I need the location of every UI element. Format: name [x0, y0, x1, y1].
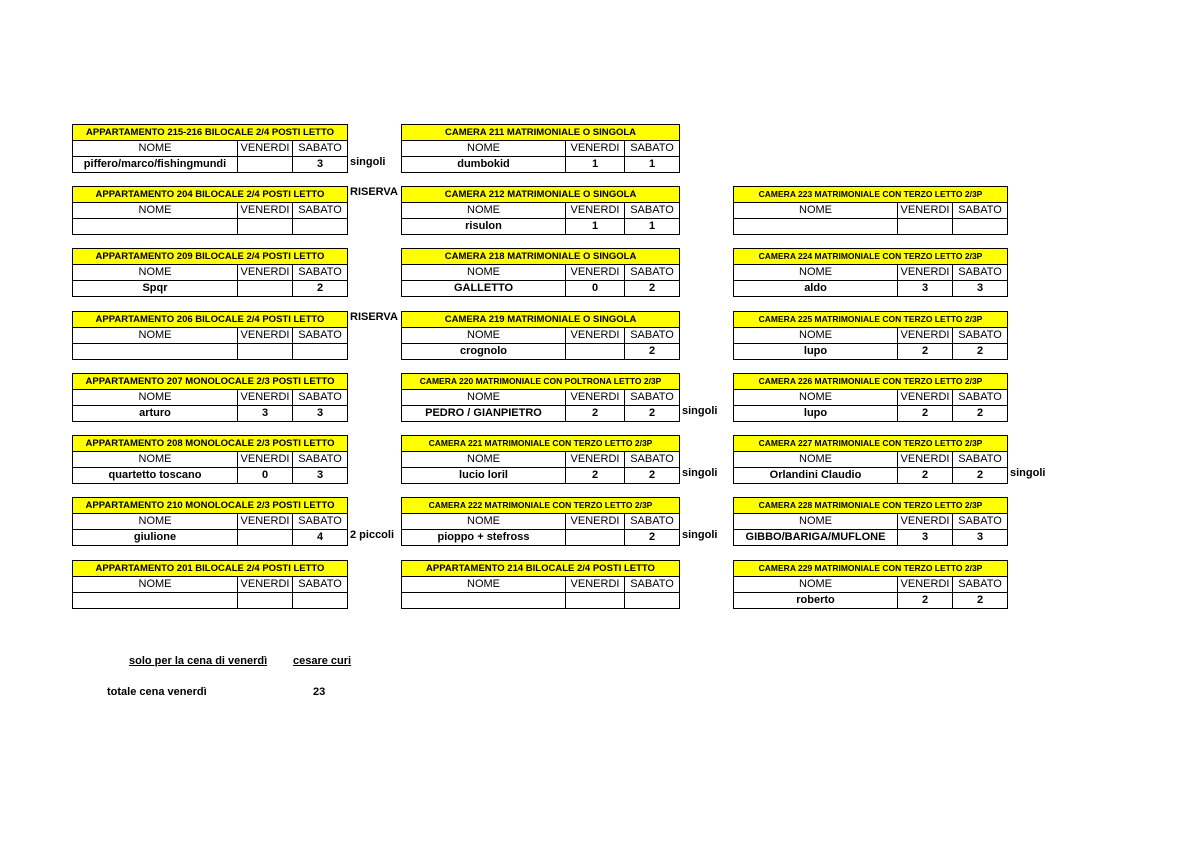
- friday-dinner-total-label: totale cena venerdì: [107, 686, 207, 698]
- friday-dinner-total-value: 23: [313, 686, 326, 698]
- saturday-count: 3: [953, 530, 1008, 546]
- header-name: NOME: [73, 390, 238, 406]
- friday-count: [238, 344, 293, 360]
- room-block: [72, 560, 348, 609]
- header-saturday: SABATO: [293, 265, 348, 281]
- room-block: [72, 497, 348, 546]
- header-saturday: SABATO: [625, 514, 680, 530]
- guest-name: quartetto toscano: [73, 468, 238, 484]
- header-saturday: SABATO: [293, 203, 348, 219]
- room-table: [733, 560, 1008, 609]
- header-name: NOME: [73, 452, 238, 468]
- header-saturday: SABATO: [625, 452, 680, 468]
- saturday-count: [293, 219, 348, 235]
- room-title: CAMERA 221 MATRIMONIALE CON TERZO LETTO 2/3P: [402, 436, 680, 452]
- header-friday: VENERDI: [566, 141, 625, 157]
- header-saturday: SABATO: [953, 514, 1008, 530]
- saturday-count: 3: [293, 157, 348, 173]
- room-table: [733, 497, 1008, 546]
- room-table: [72, 435, 348, 484]
- header-friday: VENERDI: [238, 514, 293, 530]
- room-table: [733, 248, 1008, 297]
- header-saturday: SABATO: [293, 390, 348, 406]
- header-friday: VENERDI: [566, 514, 625, 530]
- room-table: [401, 124, 680, 173]
- header-name: NOME: [734, 577, 898, 593]
- room-table: [401, 311, 680, 360]
- header-saturday: SABATO: [953, 265, 1008, 281]
- room-note: singoli: [682, 405, 718, 417]
- header-saturday: SABATO: [293, 328, 348, 344]
- saturday-count: [953, 219, 1008, 235]
- guest-name: [73, 344, 238, 360]
- room-note: singoli: [682, 467, 718, 479]
- guest-name: Spqr: [73, 281, 238, 297]
- header-name: NOME: [402, 452, 566, 468]
- header-name: NOME: [734, 328, 898, 344]
- header-friday: VENERDI: [566, 328, 625, 344]
- saturday-count: 3: [293, 468, 348, 484]
- header-friday: VENERDI: [566, 203, 625, 219]
- header-name: NOME: [73, 328, 238, 344]
- room-table: [733, 373, 1008, 422]
- header-saturday: SABATO: [953, 577, 1008, 593]
- room-block: [401, 248, 680, 297]
- room-title: APPARTAMENTO 214 BILOCALE 2/4 POSTI LETTO: [402, 561, 680, 577]
- room-block: [733, 435, 1008, 484]
- saturday-count: 2: [625, 344, 680, 360]
- room-title: APPARTAMENTO 206 BILOCALE 2/4 POSTI LETTO: [73, 312, 348, 328]
- room-table: [72, 373, 348, 422]
- saturday-count: 2: [625, 406, 680, 422]
- room-title: CAMERA 226 MATRIMONIALE CON TERZO LETTO 2/3P: [734, 374, 1008, 390]
- room-block: [733, 373, 1008, 422]
- room-table: [401, 248, 680, 297]
- header-friday: VENERDI: [238, 203, 293, 219]
- header-saturday: SABATO: [953, 328, 1008, 344]
- header-saturday: SABATO: [625, 141, 680, 157]
- room-title: CAMERA 225 MATRIMONIALE CON TERZO LETTO 2/3P: [734, 312, 1008, 328]
- guest-name: arturo: [73, 406, 238, 422]
- guest-name: [734, 219, 898, 235]
- room-title: CAMERA 229 MATRIMONIALE CON TERZO LETTO 2/3P: [734, 561, 1008, 577]
- header-name: NOME: [402, 577, 566, 593]
- room-title: CAMERA 219 MATRIMONIALE O SINGOLA: [402, 312, 680, 328]
- friday-count: 2: [898, 406, 953, 422]
- header-saturday: SABATO: [625, 390, 680, 406]
- room-table: [72, 560, 348, 609]
- saturday-count: [293, 593, 348, 609]
- room-table: [401, 186, 680, 235]
- friday-count: [566, 530, 625, 546]
- header-friday: VENERDI: [898, 328, 953, 344]
- header-saturday: SABATO: [625, 328, 680, 344]
- room-title: APPARTAMENTO 209 BILOCALE 2/4 POSTI LETTO: [73, 249, 348, 265]
- friday-count: 0: [238, 468, 293, 484]
- header-name: NOME: [73, 265, 238, 281]
- friday-count: [238, 157, 293, 173]
- room-table: [72, 186, 348, 235]
- guest-name: [402, 593, 566, 609]
- room-block: [733, 311, 1008, 360]
- room-block: [401, 497, 680, 546]
- room-block: [72, 248, 348, 297]
- header-friday: VENERDI: [566, 265, 625, 281]
- room-block: [401, 560, 680, 609]
- room-title: APPARTAMENTO 215-216 BILOCALE 2/4 POSTI LETTO: [73, 125, 348, 141]
- saturday-count: 1: [625, 157, 680, 173]
- header-friday: VENERDI: [898, 265, 953, 281]
- room-title: CAMERA 212 MATRIMONIALE O SINGOLA: [402, 187, 680, 203]
- room-title: APPARTAMENTO 204 BILOCALE 2/4 POSTI LETTO: [73, 187, 348, 203]
- saturday-count: [625, 593, 680, 609]
- header-saturday: SABATO: [953, 390, 1008, 406]
- friday-count: 3: [898, 281, 953, 297]
- room-table: [72, 124, 348, 173]
- friday-count: 2: [898, 344, 953, 360]
- room-note: singoli: [1010, 467, 1046, 479]
- header-saturday: SABATO: [293, 514, 348, 530]
- header-friday: VENERDI: [566, 452, 625, 468]
- room-table: [733, 435, 1008, 484]
- guest-name: dumbokid: [402, 157, 566, 173]
- room-block: [401, 186, 680, 235]
- room-table: [72, 248, 348, 297]
- room-block: [733, 497, 1008, 546]
- room-table: [72, 311, 348, 360]
- saturday-count: 2: [953, 593, 1008, 609]
- header-friday: VENERDI: [898, 452, 953, 468]
- room-block: [72, 435, 348, 484]
- room-table: [401, 435, 680, 484]
- friday-count: [238, 219, 293, 235]
- guest-name: PEDRO / GIANPIETRO: [402, 406, 566, 422]
- header-friday: VENERDI: [566, 577, 625, 593]
- room-title: APPARTAMENTO 201 BILOCALE 2/4 POSTI LETTO: [73, 561, 348, 577]
- header-name: NOME: [734, 390, 898, 406]
- room-title: CAMERA 222 MATRIMONIALE CON TERZO LETTO 2/3P: [402, 498, 680, 514]
- room-table: [72, 497, 348, 546]
- guest-name: lucio loril: [402, 468, 566, 484]
- header-friday: VENERDI: [898, 514, 953, 530]
- room-title: APPARTAMENTO 208 MONOLOCALE 2/3 POSTI LETTO: [73, 436, 348, 452]
- friday-count: 2: [898, 593, 953, 609]
- saturday-count: [293, 344, 348, 360]
- friday-count: 2: [566, 406, 625, 422]
- room-block: [401, 124, 680, 173]
- header-name: NOME: [402, 390, 566, 406]
- header-friday: VENERDI: [238, 141, 293, 157]
- header-friday: VENERDI: [898, 203, 953, 219]
- room-table: [401, 373, 680, 422]
- header-name: NOME: [73, 203, 238, 219]
- friday-count: 3: [898, 530, 953, 546]
- friday-count: [566, 344, 625, 360]
- guest-name: GALLETTO: [402, 281, 566, 297]
- saturday-count: 2: [293, 281, 348, 297]
- room-table: [733, 311, 1008, 360]
- header-name: NOME: [73, 141, 238, 157]
- guest-name: [73, 219, 238, 235]
- guest-name: piffero/marco/fishingmundi: [73, 157, 238, 173]
- header-name: NOME: [402, 514, 566, 530]
- saturday-count: 2: [625, 530, 680, 546]
- room-block: [72, 186, 348, 235]
- header-saturday: SABATO: [293, 577, 348, 593]
- header-saturday: SABATO: [293, 452, 348, 468]
- header-saturday: SABATO: [625, 577, 680, 593]
- guest-name: lupo: [734, 344, 898, 360]
- room-block: [733, 186, 1008, 235]
- friday-count: 3: [238, 406, 293, 422]
- friday-count: 1: [566, 219, 625, 235]
- room-title: APPARTAMENTO 210 MONOLOCALE 2/3 POSTI LETTO: [73, 498, 348, 514]
- guest-name: giulione: [73, 530, 238, 546]
- room-block: [401, 373, 680, 422]
- saturday-count: 2: [953, 468, 1008, 484]
- room-block: [733, 248, 1008, 297]
- saturday-count: 2: [625, 281, 680, 297]
- saturday-count: 2: [953, 344, 1008, 360]
- header-name: NOME: [734, 265, 898, 281]
- room-title: CAMERA 227 MATRIMONIALE CON TERZO LETTO 2/3P: [734, 436, 1008, 452]
- header-name: NOME: [734, 514, 898, 530]
- room-title: CAMERA 220 MATRIMONIALE CON POLTRONA LETTO 2/3P: [402, 374, 680, 390]
- friday-count: 2: [898, 468, 953, 484]
- header-name: NOME: [734, 203, 898, 219]
- friday-dinner-guest: cesare curi: [293, 655, 352, 667]
- room-title: APPARTAMENTO 207 MONOLOCALE 2/3 POSTI LETTO: [73, 374, 348, 390]
- header-friday: VENERDI: [238, 328, 293, 344]
- room-table: [733, 186, 1008, 235]
- saturday-count: 2: [953, 406, 1008, 422]
- header-saturday: SABATO: [953, 203, 1008, 219]
- room-title: CAMERA 218 MATRIMONIALE O SINGOLA: [402, 249, 680, 265]
- saturday-count: 4: [293, 530, 348, 546]
- header-name: NOME: [402, 265, 566, 281]
- guest-name: roberto: [734, 593, 898, 609]
- header-name: NOME: [402, 141, 566, 157]
- room-note: singoli: [682, 529, 718, 541]
- room-block: [733, 560, 1008, 609]
- saturday-count: 3: [293, 406, 348, 422]
- header-friday: VENERDI: [238, 265, 293, 281]
- guest-name: pioppo + stefross: [402, 530, 566, 546]
- header-friday: VENERDI: [238, 452, 293, 468]
- header-friday: VENERDI: [898, 390, 953, 406]
- friday-count: [238, 281, 293, 297]
- friday-dinner-label: solo per la cena di venerdì: [129, 655, 268, 667]
- saturday-count: 2: [625, 468, 680, 484]
- room-title: CAMERA 211 MATRIMONIALE O SINGOLA: [402, 125, 680, 141]
- room-note: 2 piccoli: [350, 529, 395, 541]
- guest-name: [73, 593, 238, 609]
- header-friday: VENERDI: [898, 577, 953, 593]
- saturday-count: 3: [953, 281, 1008, 297]
- guest-name: lupo: [734, 406, 898, 422]
- room-note: RISERVA: [350, 311, 398, 323]
- room-note: RISERVA: [350, 186, 398, 198]
- guest-name: aldo: [734, 281, 898, 297]
- room-title: CAMERA 228 MATRIMONIALE CON TERZO LETTO 2/3P: [734, 498, 1008, 514]
- friday-count: [898, 219, 953, 235]
- header-saturday: SABATO: [625, 265, 680, 281]
- header-name: NOME: [734, 452, 898, 468]
- header-saturday: SABATO: [953, 452, 1008, 468]
- room-title: CAMERA 223 MATRIMONIALE CON TERZO LETTO 2/3P: [734, 187, 1008, 203]
- friday-count: [238, 530, 293, 546]
- room-block: [401, 311, 680, 360]
- header-friday: VENERDI: [566, 390, 625, 406]
- header-name: NOME: [402, 328, 566, 344]
- friday-count: 0: [566, 281, 625, 297]
- room-block: [401, 435, 680, 484]
- friday-count: 2: [566, 468, 625, 484]
- header-saturday: SABATO: [293, 141, 348, 157]
- header-name: NOME: [402, 203, 566, 219]
- room-note: singoli: [350, 156, 386, 168]
- guest-name: risulon: [402, 219, 566, 235]
- friday-count: 1: [566, 157, 625, 173]
- guest-name: Orlandini Claudio: [734, 468, 898, 484]
- saturday-count: 1: [625, 219, 680, 235]
- header-friday: VENERDI: [238, 390, 293, 406]
- header-saturday: SABATO: [625, 203, 680, 219]
- header-friday: VENERDI: [238, 577, 293, 593]
- friday-count: [238, 593, 293, 609]
- header-name: NOME: [73, 577, 238, 593]
- room-table: [401, 560, 680, 609]
- room-title: CAMERA 224 MATRIMONIALE CON TERZO LETTO 2/3P: [734, 249, 1008, 265]
- header-name: NOME: [73, 514, 238, 530]
- room-block: [72, 124, 348, 173]
- room-block: [72, 311, 348, 360]
- guest-name: crognolo: [402, 344, 566, 360]
- friday-count: [566, 593, 625, 609]
- room-table: [401, 497, 680, 546]
- guest-name: GIBBO/BARIGA/MUFLONE: [734, 530, 898, 546]
- room-block: [72, 373, 348, 422]
